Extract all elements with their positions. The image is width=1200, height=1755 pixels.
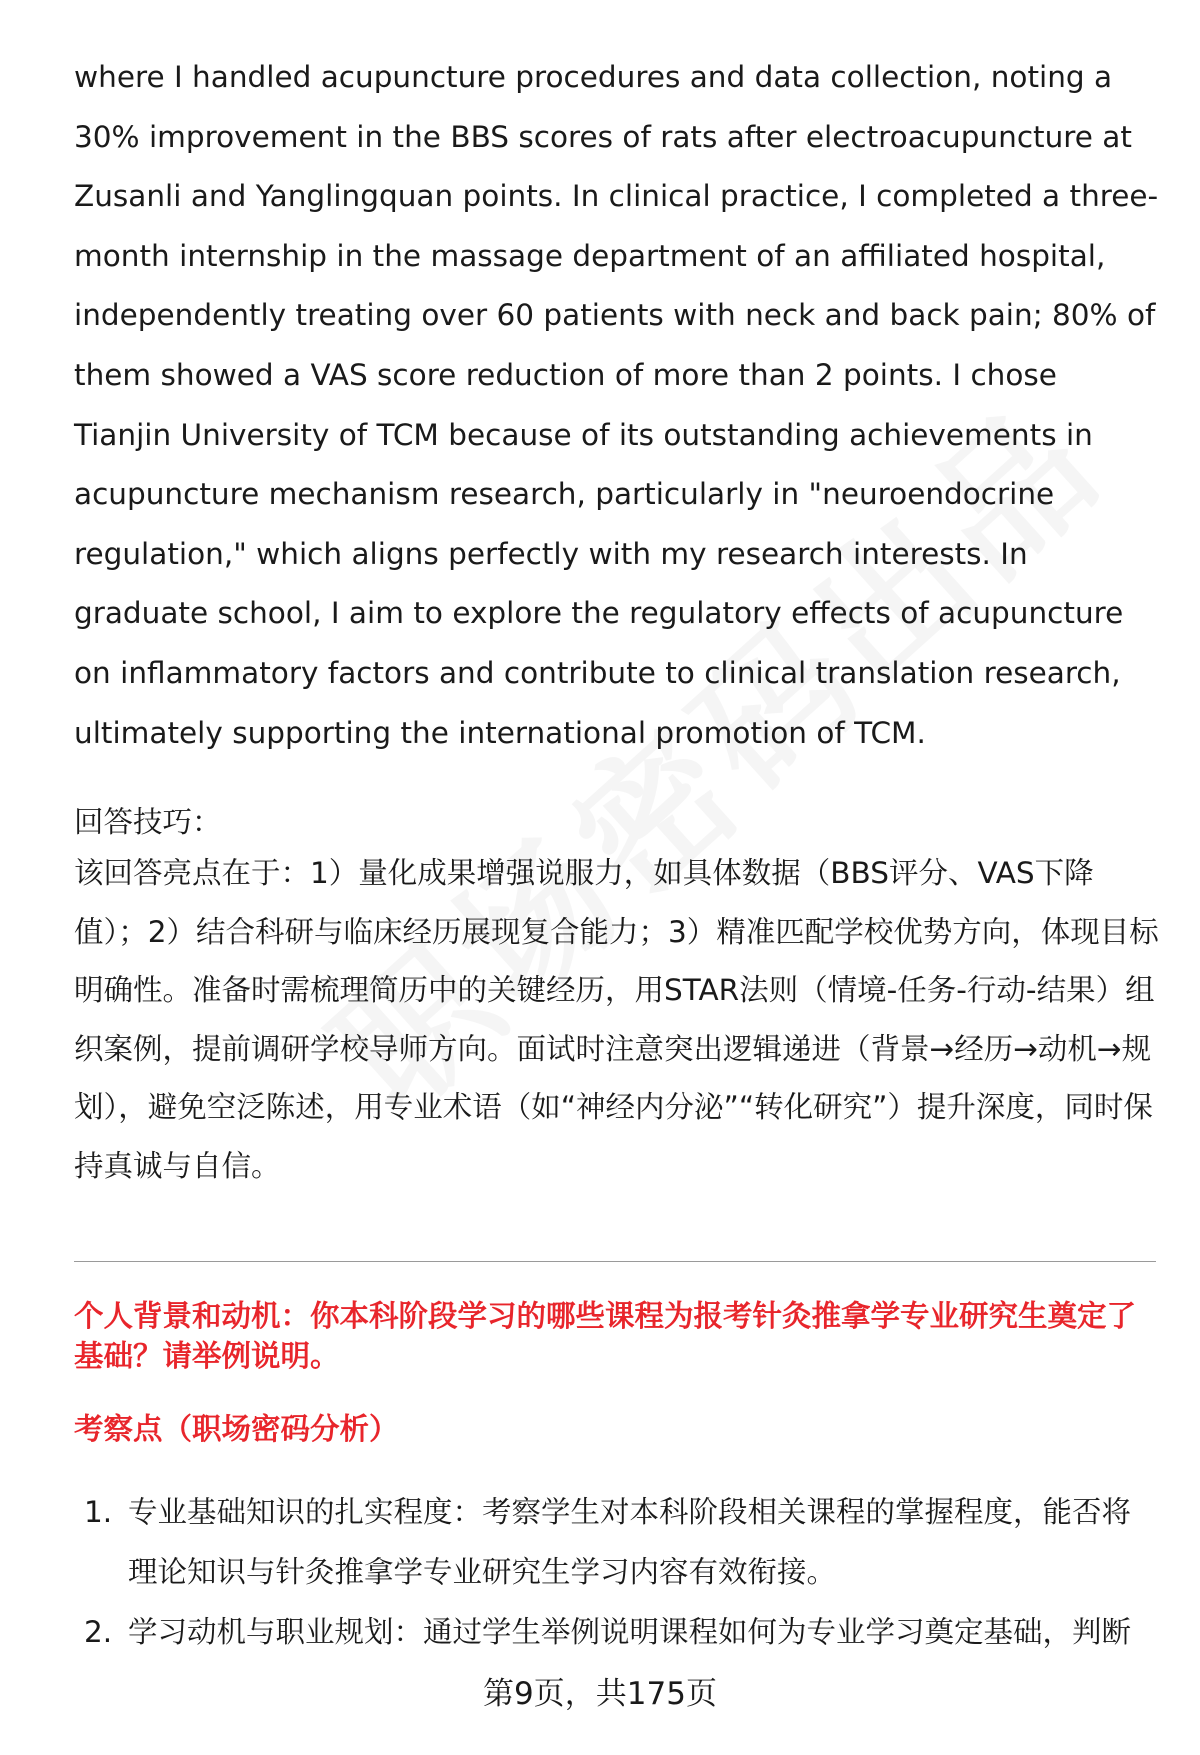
list-item: [74, 1602, 1159, 1662]
answer-paragraph: where I handled acupuncture procedures and data collection, noting a 30% improvement in the BBS scores of rats after electroacupuncture at Zusanli and Yanglingquan points. In clinical practice, I completed a three-month internship in the massage department of an affiliated hospital, independently treating over 60 patients with neck and back pain; 80% of them showed a VAS score reduction of more than 2 points. I chose Tianjin University of TCM because of its outstanding achievements in acupuncture mechanism research, particularly in "neuroendocrine regulation," which aligns perfectly with my research interests. In graduate school, I aim to explore the regulatory effects of acupuncture on inflammatory factors and contribute to clinical translation research, ultimately supporting the international promotion of TCM.: [74, 60, 1159, 750]
section-divider: [74, 1261, 1156, 1262]
tips-title: 回答技巧：: [74, 805, 222, 839]
list-item-number: 2.: [84, 1615, 113, 1649]
list-item-text: 专业基础知识的扎实程度：考察学生对本科阶段相关课程的掌握程度，能否将理论知识与针灸推拿学专业研究生学习内容有效衔接。: [128, 1495, 1132, 1589]
list-item: [74, 1482, 1159, 1602]
list-item-number: 1.: [84, 1495, 113, 1529]
list-item-text: 学习动机与职业规划：通过学生举例说明课程如何为专业学习奠定基础，判断: [128, 1615, 1132, 1649]
page-footer: 第9页，共175页: [483, 1676, 717, 1712]
tips-body: 该回答亮点在于：1）量化成果增强说服力，如具体数据（BBS评分、VAS下降值）；2）结合科研与临床经历展现复合能力；3）精准匹配学校优势方向，体现目标明确性。准备时需梳理简历中的关键经历，用STAR法则（情境-任务-行动-结果）组织案例，提前调研学校导师方向。面试时注意突出逻辑递进（背景→经历→动机→规划），避免空泛陈述，用专业术语（如“神经内分泌”“转化研究”）提升深度，同时保持真诚与自信。: [74, 856, 1159, 1183]
answer-tips: [74, 800, 1159, 1195]
assessment-points-list: [74, 1482, 1159, 1662]
section-title: 考察点（职场密码分析）: [74, 1412, 399, 1446]
question-heading: 个人背景和动机：你本科阶段学习的哪些课程为报考针灸推拿学专业研究生奠定了基础？请举例说明。: [74, 1299, 1137, 1373]
